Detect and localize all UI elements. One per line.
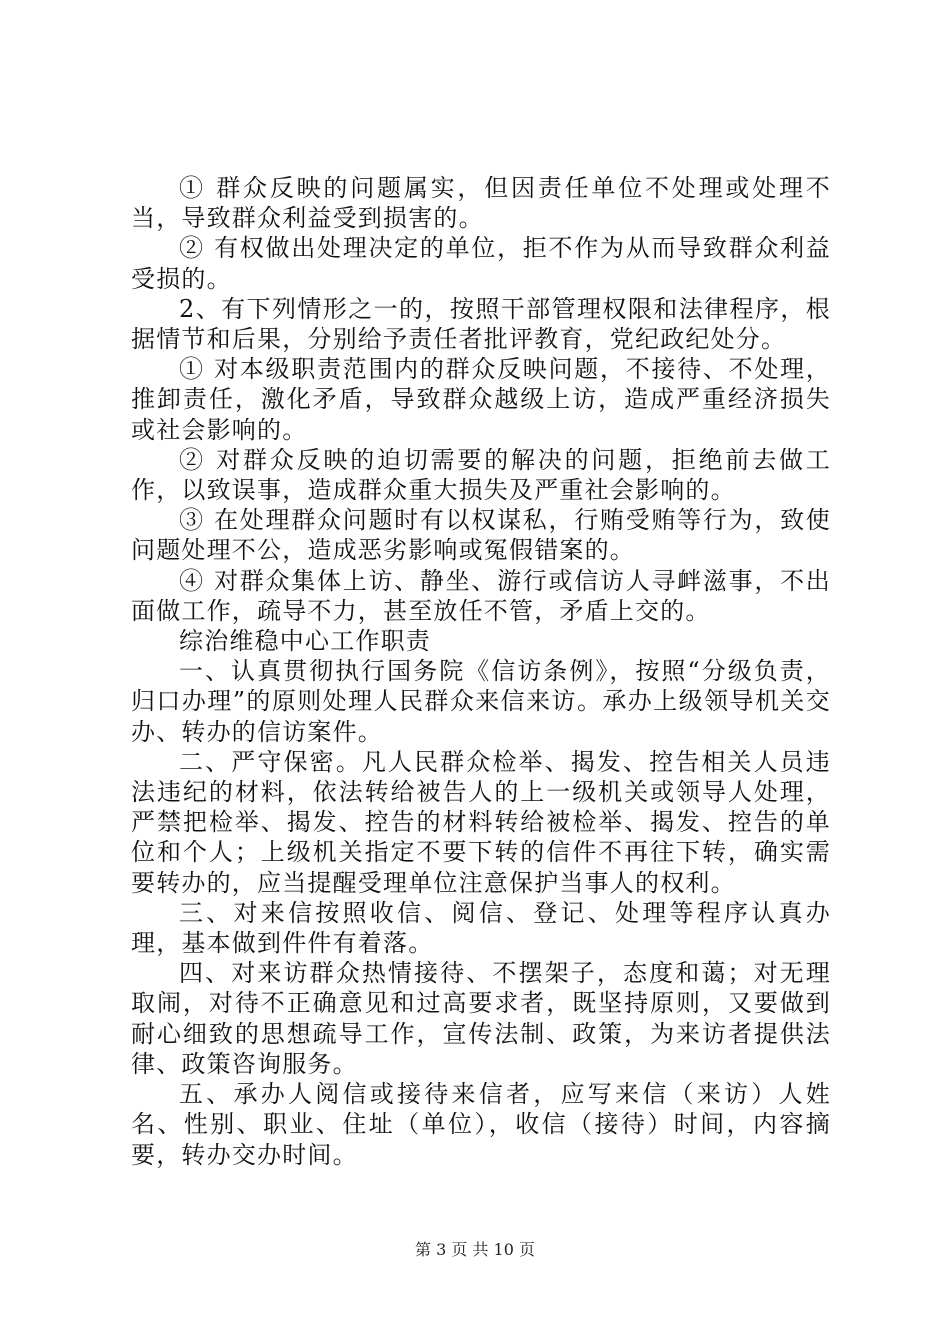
paragraph: ② 对群众反映的迫切需要的解决的问题，拒绝前去做工作，以致误事，造成群众重大损失及严重社会影响的。 (131, 445, 831, 505)
paragraph: ② 有权做出处理决定的单位，拒不作为从而导致群众利益受损的。 (131, 234, 831, 293)
paragraph: ① 群众反映的问题属实，但因责任单位不处理或处理不当，导致群众利益受到损害的。 (131, 174, 831, 233)
paragraph: 一、认真贯彻执行国务院《信访条例》，按照“分级负责，归口办理”的原则处理人民群众来信来访。承办上级领导机关交办、转办的信访案件。 (131, 657, 831, 746)
section-heading: 综治维稳中心工作职责 (179, 627, 431, 656)
paragraph: 四、对来访群众热情接待、不摆架子，态度和蔼；对无理取闹，对待不正确意见和过高要求者，既坚持原则，又要做到耐心细致的思想疏导工作，宣传法制、政策，为来访者提供法律、政策咨询服务。 (131, 959, 831, 1078)
paragraph: 五、承办人阅信或接待来信者，应写来信（来访）人姓名、性别、职业、住址（单位），收信（接待）时间，内容摘要，转办交办时间。 (131, 1080, 831, 1169)
document-body (131, 173, 831, 1170)
paragraph: ④ 对群众集体上访、静坐、游行或信访人寻衅滋事，不出面做工作，疏导不力，甚至放任不管，矛盾上交的。 (131, 566, 831, 625)
paragraph: 三、对来信按照收信、阅信、登记、处理等程序认真办理，基本做到件件有着落。 (131, 898, 831, 958)
paragraph: 二、严守保密。凡人民群众检举、揭发、控告相关人员违法违纪的材料，依法转给被告人的上一级机关或领导人处理，严禁把检举、揭发、控告的材料转给被检举、揭发、控告的单位和个人；上级机关指定不要下转的信件不再往下转，确实需要转办的，应当提醒受理单位注意保护当事人的权利。 (131, 747, 831, 897)
page-number-footer: 第 3 页 共 10 页 (415, 1240, 535, 1259)
paragraph: 2、有下列情形之一的，按照干部管理权限和法律程序，根据情节和后果，分别给予责任者批评教育，党纪政纪处分。 (131, 294, 831, 354)
paragraph: ③ 在处理群众问题时有以权谋私，行贿受贿等行为，致使问题处理不公，造成恶劣影响或冤假错案的。 (131, 506, 831, 565)
paragraph: ① 对本级职责范围内的群众反映问题，不接待、不处理，推卸责任，激化矛盾，导致群众越级上访，造成严重经济损失或社会影响的。 (131, 355, 831, 444)
